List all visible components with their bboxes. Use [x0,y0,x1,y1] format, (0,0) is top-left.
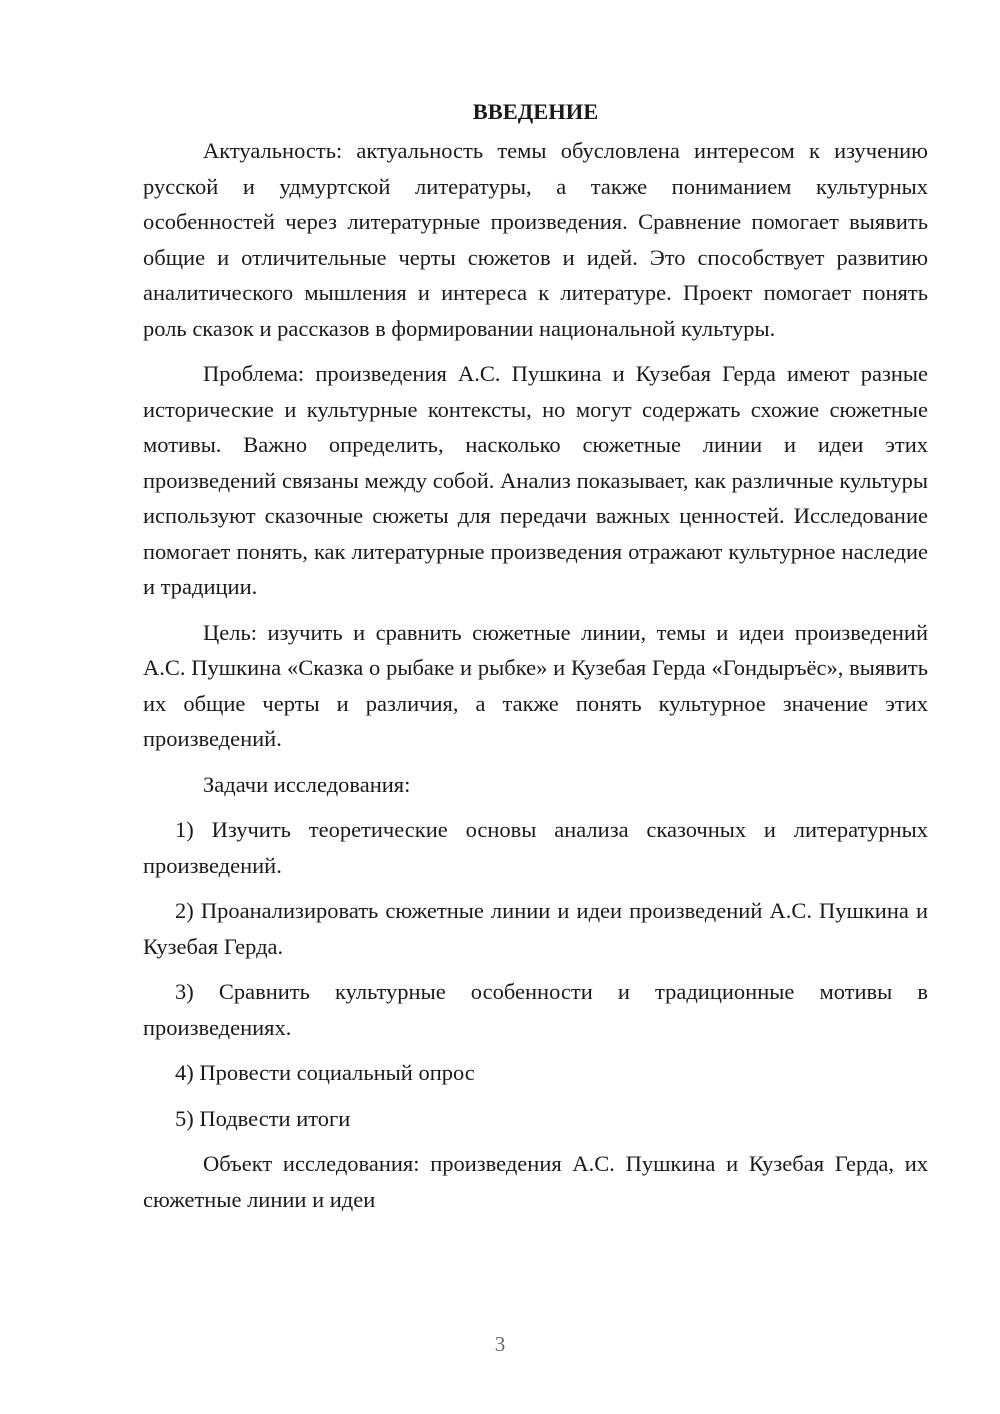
paragraph-goal: Цель: изучить и сравнить сюжетные линии, темы и идеи произведений А.С. Пушкина «Сказка о рыбаке и рыбке» и Кузебая Герда «Гондыръёс», выявить их общие черты и различия, а также понять культурное значение этих произведений. [143,619,928,751]
task-item-5: 5) Подвести итоги [175,1105,351,1131]
paragraph-problem: Проблема: произведения А.С. Пушкина и Кузебая Герда имеют разные исторические и культурные контексты, но могут содержать схожие сюжетные мотивы. Важно определить, насколько сюжетные линии и идеи этих произведений связаны между собой. Анализ показывает, как различные культуры используют сказочные сюжеты для передачи важных ценностей. Исследование помогает понять, как литературные произведения отражают культурное наследие и традиции. [143,361,928,599]
tasks-heading: Задачи исследования: [203,771,411,797]
document-page [143,94,928,1227]
page-number: 3 [494,1332,506,1356]
task-item-4: 4) Провести социальный опрос [175,1060,475,1085]
task-item-1: 1) Изучить теоретические основы анализа сказочных и литературных произведений. [143,817,928,878]
page-title: ВВЕДЕНИЕ [472,99,599,124]
task-item-2: 2) Проанализировать сюжетные линии и идеи произведений А.С. Пушкина и Кузебая Герда. [143,898,928,959]
task-item-3: 3) Сравнить культурные особенности и традиционные мотивы в произведениях. [143,979,928,1040]
paragraph-relevance: Актуальность: актуальность темы обусловлена интересом к изучению русской и удмуртской литературы, а также пониманием культурных особенностей через литературные произведения. Сравнение помогает выявить общие и отличительные черты сюжетов и идей. Это способствует развитию аналитического мышления и интереса к литературе. Проект помогает понять роль сказок и рассказов в формировании национальной культуры. [143,138,928,341]
tasks-list [143,812,928,1136]
paragraph-object: Объект исследования: произведения А.С. Пушкина и Кузебая Герда, их сюжетные линии и идеи [143,1151,928,1212]
